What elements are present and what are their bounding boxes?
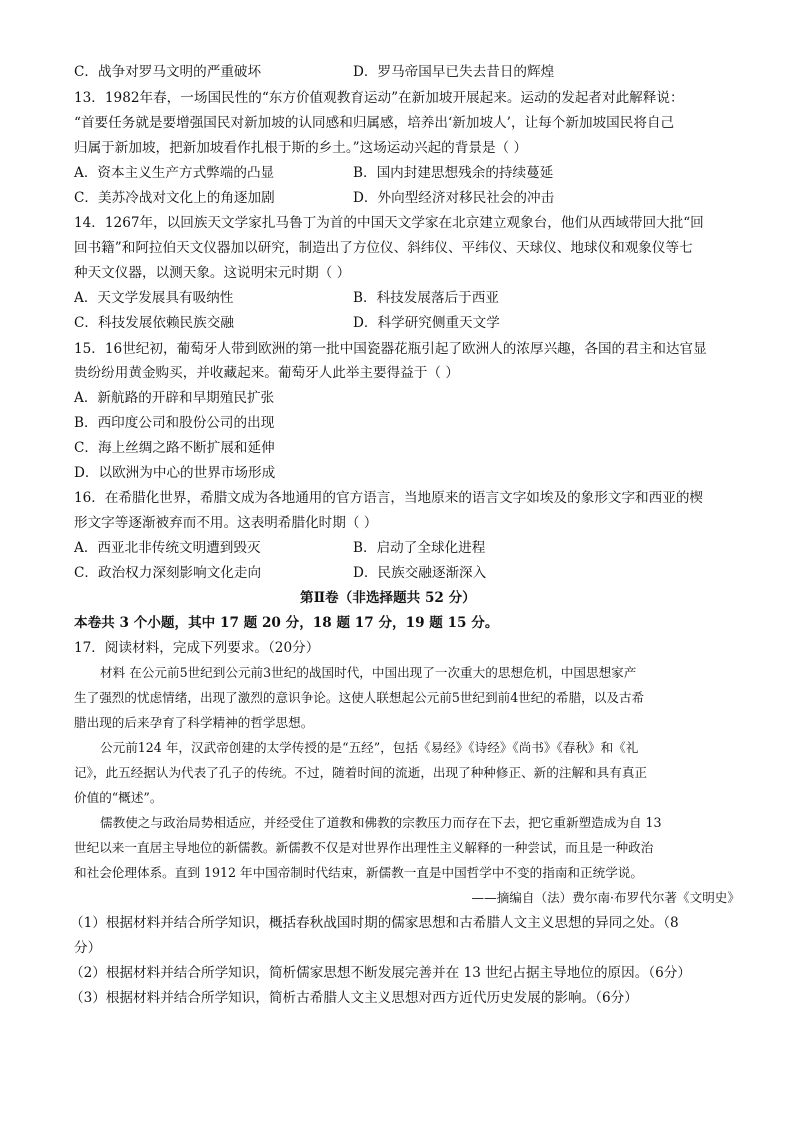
q15-option-a: A．新航路的开辟和早期殖民扩张 — [74, 390, 275, 406]
q12-option-c: C．战争对罗马文明的严重破坏 — [74, 64, 262, 80]
q13-stem-line-2: “首要任务就是要增强国民对新加坡的认同感和归属感，培养出‘新加坡人’，让每个新加坡国民将自己 — [74, 115, 675, 131]
q13-option-b: B．国内封建思想残余的持续蔓延 — [353, 165, 554, 181]
q16-option-a: A．西亚北非传统文明遭到毁灭 — [74, 540, 261, 556]
q15-option-c: C．海上丝绸之路不断扩展和延伸 — [74, 440, 275, 456]
q16-stem-line-2: 形文字等逐渐被弃而不用。这表明希腊化时期（ ） — [74, 515, 378, 531]
q17-subquestion-2: （2）根据材料并结合所学知识，简析儒家思想不断发展完善并在 13 世纪占据主导地位的原因。（6分） — [70, 965, 691, 981]
q15-stem-line-1: 15．16世纪初，葡萄牙人带到欧洲的第一批中国瓷器花瓶引起了欧洲人的浓厚兴趣，各国的君主和达官显 — [74, 341, 707, 357]
q14-stem-line-1: 14．1267年，以回族天文学家扎马鲁丁为首的中国天文学家在北京建立观象台，他们从西域带回大批“回 — [74, 215, 704, 231]
q14-option-c: C．科技发展依赖民族交融 — [74, 315, 234, 331]
q17-subquestion-3: （3）根据材料并结合所学知识，简析古希腊人文主义思想对西方近代历史发展的影响。（6分） — [70, 990, 638, 1006]
q17-subquestion-1-line-1: （1）根据材料并结合所学知识，概括春秋战国时期的儒家思想和古希腊人文主义思想的异同之处。（8 — [70, 915, 679, 931]
q17-material-line-1: 材料 在公元前5世纪到公元前3世纪的战国时代，中国出现了一次重大的思想危机，中国思想家产 — [100, 665, 637, 680]
q15-stem-line-2: 贵纷纷用黄金购买，并收藏起来。葡萄牙人此举主要得益于（ ） — [74, 365, 459, 381]
q17-material-line-3: 腊出现的后来孕育了科学精神的哲学思想。 — [74, 715, 314, 730]
q13-stem-line-3: 归属于新加坡，把新加坡看作扎根于斯的乡土。”这场运动兴起的背景是（ ） — [74, 140, 528, 156]
q17-material-line-5: 记》，此五经据认为代表了孔子的传统。不过，随着时间的流逝，出现了种种修正、新的注解和具有真正 — [74, 765, 648, 780]
q15-option-d: D．以欧洲为中心的世界市场形成 — [74, 465, 276, 481]
q14-stem-line-2: 回书籍”和阿拉伯天文仪器加以研究，制造出了方位仪、斜纬仪、平纬仪、天球仪、地球仪和观象仪等七 — [74, 240, 693, 256]
q17-material-line-8: 世纪以来一直居主导地位的新儒教。新儒教不仅是对世界作出理性主义解释的一种尝试，而且是一种政治 — [74, 840, 654, 855]
q17-subquestion-1-line-2: 分） — [74, 940, 102, 956]
q17-material-line-6: 价值的“概述”。 — [74, 790, 163, 805]
q13-option-c: C．美苏冷战对文化上的角逐加剧 — [74, 190, 275, 206]
q17-material-line-2: 生了强烈的忧虑情绪，出现了激烈的意识争论。这使人联想起公元前5世纪到前4世纪的希腊，以及古希 — [74, 690, 645, 705]
q14-option-d: D．科学研究侧重天文学 — [353, 315, 500, 331]
q16-option-b: B．启动了全球化进程 — [353, 540, 486, 556]
q17-material-line-7: 儒教使之与政治局势相适应，并经受住了道教和佛教的宗教压力而存在下去，把它重新塑造成为自 13 — [100, 815, 662, 830]
q13-option-d: D．外向型经济对移民社会的冲击 — [353, 190, 555, 206]
q17-stem: 17．阅读材料，完成下列要求。（20分） — [74, 640, 320, 656]
q15-option-b: B．西印度公司和股份公司的出现 — [74, 415, 275, 431]
q17-material-line-4: 公元前124 年，汉武帝创建的太学传授的是“五经”，包括《易经》《诗经》《尚书》《春秋》和《礼 — [100, 740, 639, 755]
q14-option-b: B．科技发展落后于西亚 — [353, 290, 499, 306]
q14-option-a: A．天文学发展具有吸纳性 — [74, 290, 234, 306]
q16-option-d: D．民族交融逐渐深入 — [353, 565, 487, 581]
q16-stem-line-1: 16．在希腊化世界，希腊文成为各地通用的官方语言，当地原来的语言文字如埃及的象形文字和西亚的楔 — [74, 490, 704, 506]
q14-stem-line-3: 种天文仪器，以测天象。这说明宋元时期（ ） — [74, 265, 351, 281]
q13-stem-line-1: 13．1982年春，一场国民性的“东方价值观教育运动”在新加坡开展起来。运动的发起者对此解释说： — [74, 90, 684, 106]
section-2-note: 本卷共 3 个小题，其中 17 题 20 分，18 题 17 分，19 题 15 分。 — [74, 615, 499, 631]
q17-material-source: ——摘编自（法）费尔南·布罗代尔著《文明史》 — [471, 890, 740, 905]
q12-option-d: D．罗马帝国早已失去昔日的辉煌 — [353, 64, 555, 80]
q16-option-c: C．政治权力深刻影响文化走向 — [74, 565, 262, 581]
section-2-title: 第Ⅱ卷（非选择题共 52 分） — [300, 590, 476, 606]
q17-material-line-9: 和社会伦理体系。直到 1912 年中国帝制时代结束，新儒教一直是中国哲学中不变的指南和正统学说。 — [74, 865, 643, 880]
q13-option-a: A．资本主义生产方式弊端的凸显 — [74, 165, 275, 181]
